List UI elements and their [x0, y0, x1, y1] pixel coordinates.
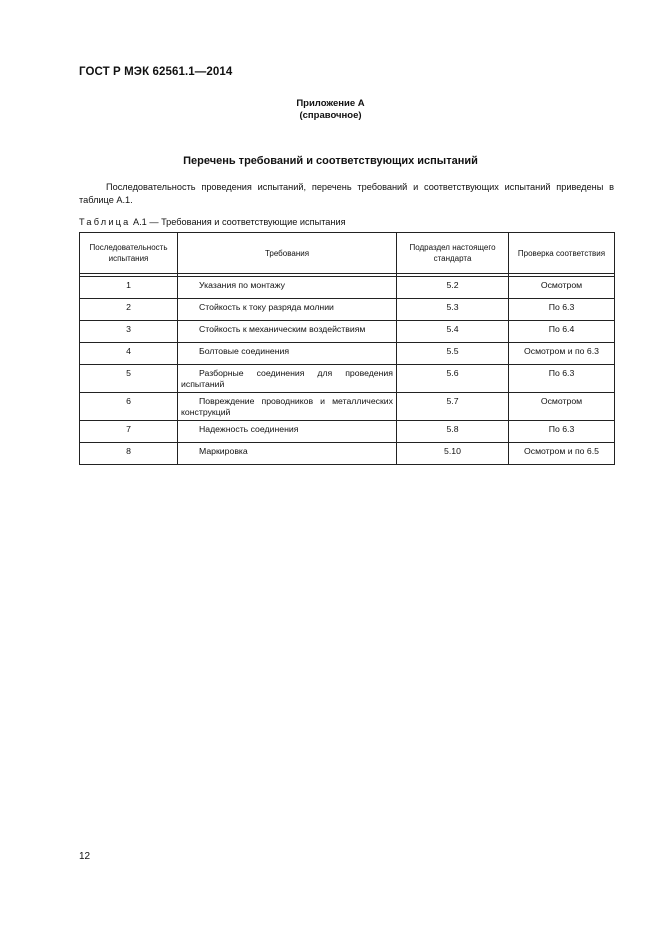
annex-title: Приложение А — [296, 98, 365, 109]
cell-check: По 6.3 — [509, 299, 615, 321]
section-title: Перечень требований и соответствующих испытаний — [183, 155, 478, 167]
cell-check: Осмотром и по 6.5 — [509, 443, 615, 465]
table-header-row — [80, 233, 615, 274]
header-compliance-check: Проверка соответствия — [509, 233, 615, 274]
cell-subsection: 5.2 — [397, 277, 509, 299]
table-row — [80, 421, 615, 443]
cell-sequence: 6 — [80, 393, 178, 421]
cell-requirement: Надежность соединения — [178, 421, 397, 443]
page-number: 12 — [79, 851, 91, 862]
cell-sequence: 3 — [80, 321, 178, 343]
table-row — [80, 321, 615, 343]
cell-requirement: Маркировка — [178, 443, 397, 465]
cell-subsection: 5.10 — [397, 443, 509, 465]
table-caption-label: Таблица — [79, 217, 131, 227]
cell-sequence: 2 — [80, 299, 178, 321]
cell-requirement: Повреждение проводников и металлических конструкций — [178, 393, 397, 421]
table-caption-text: А.1 — Требования и соответствующие испытания — [133, 217, 346, 227]
header-requirements: Требования — [178, 233, 397, 274]
cell-check: По 6.4 — [509, 321, 615, 343]
table-row — [80, 365, 615, 393]
cell-subsection: 5.3 — [397, 299, 509, 321]
table-row — [80, 277, 615, 299]
table-caption — [79, 217, 346, 227]
document-header: ГОСТ Р МЭК 62561.1—2014 — [79, 66, 233, 78]
table-row — [80, 443, 615, 465]
intro-paragraph: Последовательность проведения испытаний, перечень требований и соответствующих испытаний приведены в таблице А.1. — [79, 182, 614, 205]
cell-sequence: 8 — [80, 443, 178, 465]
annex-subtitle: (справочное) — [299, 110, 362, 121]
table-row — [80, 299, 615, 321]
cell-sequence: 5 — [80, 365, 178, 393]
cell-requirement: Болтовые соединения — [178, 343, 397, 365]
cell-subsection: 5.5 — [397, 343, 509, 365]
header-sequence: Последовательность испытания — [80, 233, 178, 274]
requirements-table — [79, 232, 615, 465]
cell-subsection: 5.4 — [397, 321, 509, 343]
cell-sequence: 1 — [80, 277, 178, 299]
table-row — [80, 393, 615, 421]
cell-sequence: 7 — [80, 421, 178, 443]
cell-subsection: 5.7 — [397, 393, 509, 421]
cell-requirement: Указания по монтажу — [178, 277, 397, 299]
cell-check: По 6.3 — [509, 421, 615, 443]
cell-requirement: Стойкость к току разряда молнии — [178, 299, 397, 321]
cell-subsection: 5.8 — [397, 421, 509, 443]
cell-check: По 6.3 — [509, 365, 615, 393]
cell-requirement: Стойкость к механическим воздействиям — [178, 321, 397, 343]
annex-heading — [0, 98, 661, 122]
cell-sequence: 4 — [80, 343, 178, 365]
cell-requirement: Разборные соединения для проведения испытаний — [178, 365, 397, 393]
cell-check: Осмотром — [509, 277, 615, 299]
cell-check: Осмотром — [509, 393, 615, 421]
cell-subsection: 5.6 — [397, 365, 509, 393]
table-row — [80, 343, 615, 365]
cell-check: Осмотром и по 6.3 — [509, 343, 615, 365]
header-subsection: Подраздел настоящего стандарта — [397, 233, 509, 274]
